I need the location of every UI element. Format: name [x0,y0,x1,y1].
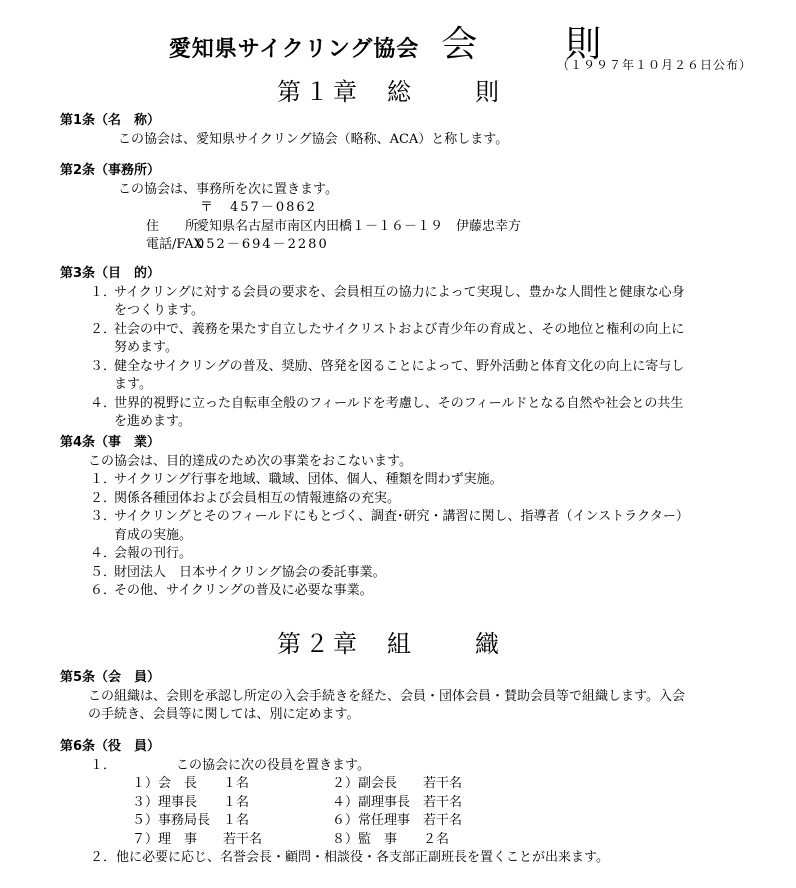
list-item [60,545,750,564]
article-heading: 第2条（事務所） [60,163,161,178]
promulgation-date: （１９９７年１０月２６日公布） [556,58,752,72]
chapter-name: 総 則 [387,78,519,106]
officer-entry: ８）監 事 ２名 [332,831,450,847]
officer-row [132,794,750,813]
item-line: ます。 [114,377,152,392]
item-text [114,358,750,395]
address-value: 愛知県名古屋市南区内田橋１－１６－１９ 伊藤忠幸方 [196,218,522,234]
article-text: の手続き、会員等に関しては、別に定めます。 [88,707,360,722]
article-heading: 第4条（事 業） [60,435,161,450]
list-item [60,321,750,358]
item-text: この協会に次の役員を置きます。 [176,757,370,773]
officer-entry: ７）理 事 若干名 [132,831,263,847]
item-number: ２． [90,321,117,337]
list-item [60,508,750,545]
article-5 [60,669,750,725]
list-item [60,284,750,321]
address-row [60,218,750,237]
item-number: １． [90,284,117,300]
item-text [114,321,750,358]
item-line: 世界的視野に立った自転車全般のフィールドを考慮し、そのフィールドとなる自然や社会との共生 [114,395,684,411]
item-text: 会報の刊行。 [114,546,193,561]
officer-entry: ５）事務局長 １名 [132,813,250,828]
item-line: サイクリングとそのフィールドにもとづく、調査･研究・講習に関し、指導者（インストラクター） [114,509,689,524]
item-number: ３． [90,358,117,374]
item-text [114,508,750,545]
article-2 [60,162,750,255]
chapter-label: 第２章 [277,630,361,658]
chapter-1-heading [0,72,796,107]
item-text: 関係各種団体および会員相互の情報連絡の充実。 [114,490,401,506]
officer-entry: ４）副理事長 若干名 [332,794,463,810]
list-item [60,564,750,583]
chapter-label: 第１章 [277,78,361,106]
item-text [114,284,750,321]
item-number: ４． [90,546,117,561]
list-item: ２．他に必要に応じ、名誉会長・顧問・相談役・各支部正副班長を置くことが出来ます。 [90,850,609,865]
item-number: ６． [90,583,117,598]
item-number: １． [90,472,117,487]
item-number: ４． [90,395,117,411]
article-text: この協会は、目的達成のため次の事業をおこないます。 [88,453,412,469]
item-line: 健全なサイクリングの普及、奨励、啓発を図ることによって、野外活動と体育文化の向上に寄与し [114,358,685,374]
article-heading: 第5条（会 員） [60,670,161,685]
article-text: この協会は、事務所を次に置きます。 [118,181,338,197]
officer-entry: ６）常任理事 若干名 [332,813,463,828]
article-text: この協会は、愛知県サイクリング協会（略称、ACA）と称します。 [118,131,509,147]
org-title: 愛知県サイクリング協会 [168,36,420,62]
item-number: １． [90,757,117,773]
list-item [60,395,750,432]
item-text: その他、サイクリングの普及に必要な事業。 [114,583,373,598]
article-1 [60,112,750,149]
item-text: 財団法人 日本サイクリング協会の委託事業。 [114,564,386,580]
item-number: ２． [90,490,117,506]
item-number: ５． [90,564,117,580]
item-text: サイクリング行事を地域、職域、団体、個人、種類を問わず実施。 [114,472,503,487]
list-item [60,582,750,601]
doc-title: 会 則 [441,24,628,65]
article-3 [60,265,750,432]
officer-entry: ３）理事長 １名 [132,794,250,810]
item-line: 社会の中で、義務を果たす自立したサイクリストおよび青少年の育成と、その地位と権利の向上に [114,321,685,337]
officer-entry: １）会 長 １名 [132,776,250,791]
list-item [60,757,750,776]
chapter-name: 組 織 [387,630,519,658]
officer-row [132,775,750,794]
article-heading: 第3条（目 的） [60,266,161,281]
officer-list [60,775,750,849]
item-line: を進めます。 [114,414,191,429]
article-text: この組織は、会則を承認し所定の入会手続きを経た、会員・団体会員・賛助会員等で組織します。入会 [88,688,685,704]
officer-row [132,812,750,831]
item-line: 育成の実施。 [114,527,193,543]
item-line: 努めます。 [114,340,178,355]
article-4 [60,434,750,601]
postal-code: 〒 457－0862 [200,200,317,215]
list-item [60,490,750,509]
phone-value: 052－694－2280 [196,237,329,252]
article-6 [60,738,750,868]
phone-row [60,236,750,255]
article-heading: 第6条（役 員） [60,739,161,754]
officer-entry: ２）副会長 若干名 [332,776,463,791]
article-heading: 第1条（名 称） [60,113,161,128]
list-item [60,471,750,490]
item-line: サイクリングに対する会員の要求を、会員相互の協力によって実現し、豊かな人間性と健康な心身 [114,284,685,300]
list-item [60,358,750,395]
item-number: ３． [90,509,117,524]
chapter-2-heading [0,624,796,659]
officer-row [132,831,750,850]
item-text [114,395,750,432]
phone-label: 電話/FAX [146,237,203,252]
item-line: をつくります。 [114,303,204,318]
address-label: 住 所 [146,218,199,234]
